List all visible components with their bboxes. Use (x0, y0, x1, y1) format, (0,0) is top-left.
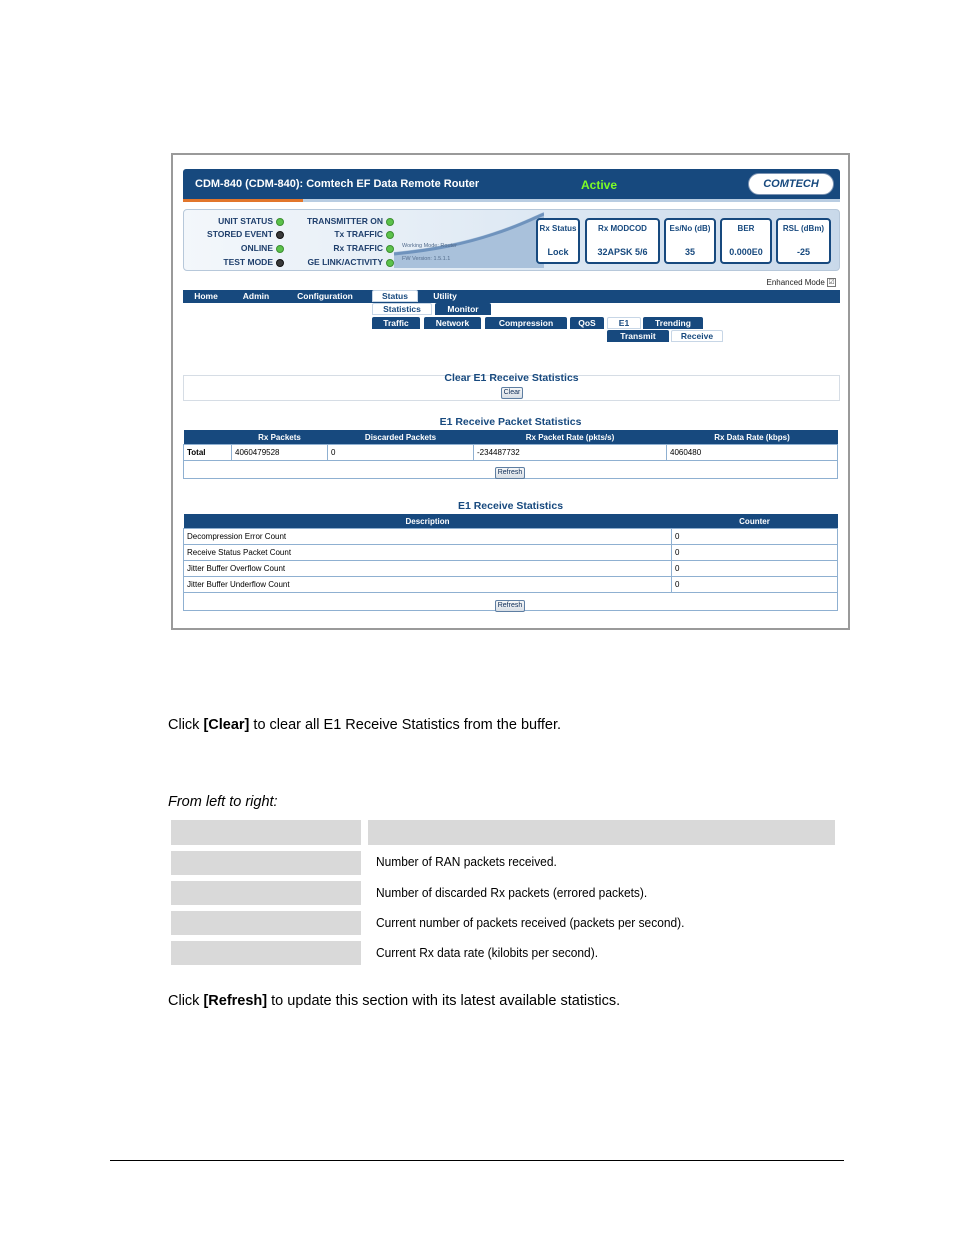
tab-traffic[interactable]: Traffic (372, 317, 420, 329)
desc-table-header-right (368, 820, 835, 845)
refresh-instruction: Click [Refresh] to update this section with its latest available statistics. (168, 993, 621, 1009)
rx-packet-rate-value: -234487732 (474, 445, 667, 461)
refresh-button[interactable]: Refresh (495, 467, 525, 479)
table-header: Description (184, 514, 672, 529)
desc-text: Number of discarded Rx packets (errored packets). (376, 885, 648, 900)
refresh-button-2[interactable]: Refresh (495, 600, 525, 612)
led-tx-traffic: Tx TRAFFIC (288, 229, 394, 239)
table-row (184, 561, 838, 577)
table-row (184, 577, 838, 593)
counter-cell: 0 (672, 561, 838, 577)
clear-button[interactable]: Clear (501, 387, 523, 399)
footer-rule (110, 1160, 844, 1161)
tab-configuration[interactable]: Configuration (283, 290, 367, 302)
tab-utility[interactable]: Utility (422, 290, 468, 302)
fw-version-text: FW Version: 1.5.1.1 (402, 256, 451, 262)
clear-instruction: Click [Clear] to clear all E1 Receive Statistics from the buffer. (168, 717, 562, 733)
desc-text: Number of RAN packets received. (376, 854, 557, 869)
led-ge-link: GE LINK/ACTIVITY (288, 257, 394, 267)
rx-packets-value: 4060479528 (232, 445, 328, 461)
description-cell: Jitter Buffer Underflow Count (184, 577, 672, 593)
tab-statistics[interactable]: Statistics (372, 303, 432, 315)
description-cell: Receive Status Packet Count (184, 545, 672, 561)
rx-data-rate-value: 4060480 (667, 445, 838, 461)
packet-stats-title: E1 Receive Packet Statistics (439, 416, 582, 428)
tab-e1[interactable]: E1 (607, 317, 641, 329)
tab-network[interactable]: Network (424, 317, 481, 329)
table-header: Discarded Packets (328, 430, 474, 445)
description-cell: Jitter Buffer Overflow Count (184, 561, 672, 577)
status-panel (183, 209, 840, 271)
receive-stats-title: E1 Receive Statistics (457, 500, 564, 512)
receive-stats-table (183, 514, 838, 611)
tab-receive[interactable]: Receive (671, 330, 723, 342)
led-transmitter-on: TRANSMITTER ON (288, 216, 394, 226)
table-header: Rx Packets (232, 430, 328, 445)
page-title: CDM-840 (CDM-840): Comtech EF Data Remote Router (195, 178, 480, 190)
led-test-mode: TEST MODE (198, 257, 284, 267)
table-header: Counter (672, 514, 838, 529)
header-bar (183, 169, 840, 199)
header-accent-orange (183, 199, 303, 202)
description-cell: Decompression Error Count (184, 529, 672, 545)
status-led-icon (276, 259, 284, 267)
working-mode-text: Working Mode: Router (402, 243, 457, 249)
desc-table-label-cell (171, 911, 361, 935)
table-row (184, 545, 838, 561)
led-rx-traffic: Rx TRAFFIC (288, 243, 394, 253)
counter-cell: 0 (672, 545, 838, 561)
desc-table-label-cell (171, 941, 361, 965)
status-led-icon (276, 231, 284, 239)
status-led-icon (386, 231, 394, 239)
status-led-icon (386, 218, 394, 226)
row-label: Total (184, 445, 232, 461)
counter-cell: 0 (672, 577, 838, 593)
desc-table-label-cell (171, 851, 361, 875)
tab-trending[interactable]: Trending (643, 317, 703, 329)
led-unit-status: UNIT STATUS (198, 216, 284, 226)
main-nav-bar (183, 290, 840, 303)
status-led-icon (386, 259, 394, 267)
tab-admin[interactable]: Admin (232, 290, 280, 302)
active-status: Active (581, 178, 618, 192)
checkbox-icon[interactable]: ☑ (828, 279, 835, 287)
discarded-packets-value: 0 (328, 445, 474, 461)
tab-transmit[interactable]: Transmit (607, 330, 669, 342)
rx-modcod-box: Rx MODCOD 32APSK 5/6 (585, 218, 660, 264)
table-header: Rx Data Rate (kbps) (667, 430, 838, 445)
table-header (184, 430, 232, 445)
desc-table-label-cell (171, 881, 361, 905)
esno-box: Es/No (dB) 35 (664, 218, 716, 264)
rsl-box: RSL (dBm) -25 (776, 218, 831, 264)
tab-home[interactable]: Home (183, 290, 229, 302)
tab-compression[interactable]: Compression (485, 317, 567, 329)
desc-text: Current Rx data rate (kilobits per second). (376, 945, 599, 960)
web-ui-screenshot (171, 153, 850, 630)
led-stored-event: STORED EVENT (198, 229, 284, 239)
counter-cell: 0 (672, 529, 838, 545)
table-row (184, 529, 838, 545)
led-online: ONLINE (198, 243, 284, 253)
status-led-icon (386, 245, 394, 253)
clear-section-title: Clear E1 Receive Statistics (444, 372, 579, 384)
tab-monitor[interactable]: Monitor (435, 303, 491, 315)
clear-section (183, 372, 840, 401)
ber-box: BER 0.000E0 (720, 218, 772, 264)
tab-status[interactable]: Status (372, 290, 418, 302)
enhanced-mode-toggle[interactable]: Enhanced Mode ☑ (766, 278, 835, 287)
desc-table-header-left (171, 820, 361, 845)
table-header: Rx Packet Rate (pkts/s) (474, 430, 667, 445)
comtech-logo: COMTECH (748, 173, 834, 195)
desc-text: Current number of packets received (packets per second). (376, 915, 685, 930)
table-row (184, 445, 838, 461)
header-accent-light (303, 199, 840, 202)
from-left-to-right-label: From left to right: (168, 794, 278, 810)
status-led-icon (276, 218, 284, 226)
status-led-icon (276, 245, 284, 253)
rx-status-box: Rx Status Lock (536, 218, 580, 264)
tab-qos[interactable]: QoS (570, 317, 604, 329)
